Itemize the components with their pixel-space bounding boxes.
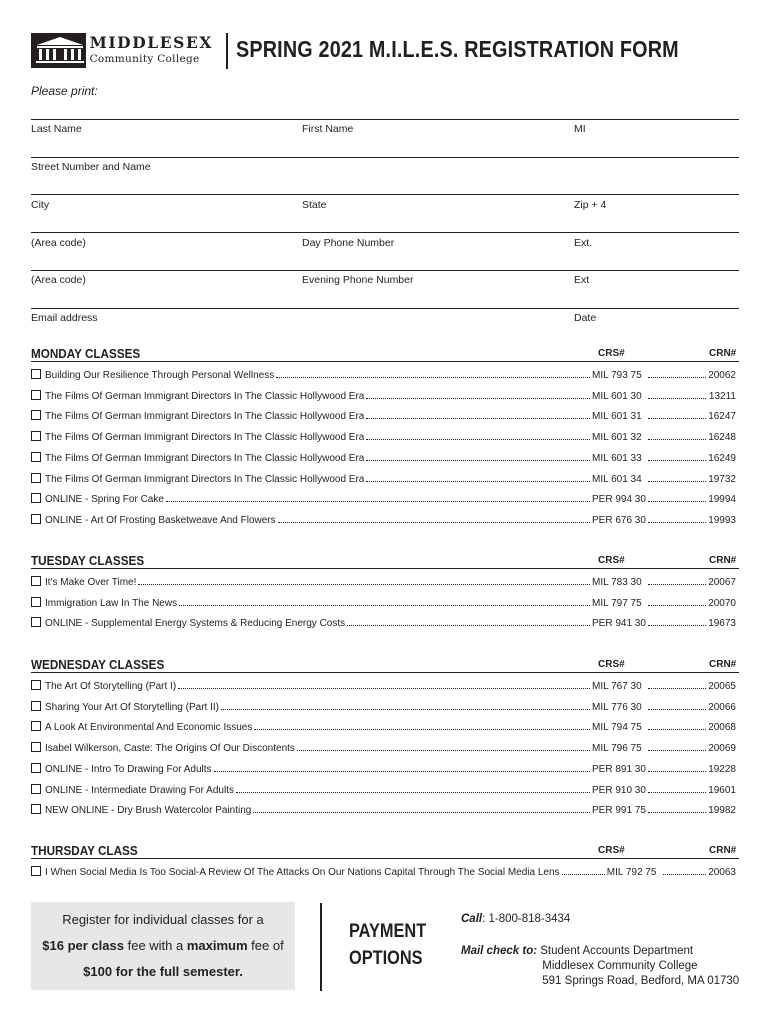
leader-dots (648, 784, 706, 793)
leader-dots (138, 576, 590, 585)
leader-dots (648, 680, 706, 689)
first-name-field[interactable]: First Name (302, 123, 354, 135)
crs-number: MIL 792 75 (606, 867, 657, 878)
crs-number: MIL 783 30 (592, 577, 642, 588)
leader-dots (648, 701, 706, 710)
leader-dots (366, 452, 590, 461)
class-title: Sharing Your Art Of Storytelling (Part II) (45, 701, 219, 713)
section-title: WEDNESDAY CLASSES (31, 657, 165, 672)
crs-number: PER 910 30 (592, 784, 646, 796)
crn-number: 20068 (708, 722, 736, 734)
class-title: The Art Of Storytelling (Part I) (45, 681, 177, 692)
class-row[interactable] (31, 575, 736, 589)
field-divider (31, 232, 739, 233)
crs-number: PER 994 30 (592, 494, 646, 506)
crn-number: 20067 (708, 577, 736, 588)
leader-dots (366, 410, 590, 419)
class-row[interactable] (31, 783, 736, 797)
crn-number: 19732 (708, 473, 736, 485)
leader-dots (648, 473, 706, 482)
crn-column-header: CRN# (709, 659, 737, 670)
crs-number: MIL 796 75 (592, 743, 642, 755)
crn-number: 20062 (708, 370, 736, 381)
per-class-fee: $16 per class (42, 938, 124, 953)
class-row[interactable] (31, 472, 736, 486)
leader-dots (648, 597, 706, 606)
class-title: ONLINE - Spring For Cake (45, 494, 164, 506)
leader-dots (648, 390, 706, 399)
middle-initial-field[interactable]: MI (574, 123, 586, 135)
college-logo (31, 33, 213, 68)
class-row[interactable] (31, 451, 736, 465)
crs-number: MIL 601 34 (592, 473, 642, 485)
class-row[interactable] (31, 803, 736, 817)
crs-number: MIL 601 33 (592, 452, 642, 464)
section-rule (31, 361, 739, 362)
leader-dots (253, 804, 590, 813)
class-row[interactable] (31, 720, 736, 734)
checkbox[interactable] (31, 369, 41, 379)
section-title: THURSDAY CLASS (31, 843, 138, 858)
fee-line-1: Register for individual classes for a (62, 912, 264, 927)
checkbox[interactable] (31, 804, 41, 814)
checkbox[interactable] (31, 784, 41, 794)
checkbox[interactable] (31, 617, 41, 627)
checkbox[interactable] (31, 597, 41, 607)
semester-maximum: $100 for the full semester. (83, 964, 243, 979)
crn-number: 16249 (708, 452, 736, 464)
evening-ext-field[interactable]: Ext (574, 274, 590, 286)
class-row[interactable] (31, 865, 736, 879)
payment-title-line-2: OPTIONS (349, 948, 423, 969)
crn-column-header: CRN# (709, 555, 737, 566)
checkbox[interactable] (31, 493, 41, 503)
class-row[interactable] (31, 368, 736, 382)
class-title: The Films Of German Immigrant Directors In The Classic Hollywood Era (45, 473, 365, 485)
class-title: It's Make Over Time! (45, 577, 137, 588)
leader-dots (648, 763, 706, 772)
crs-number: MIL 601 32 (592, 432, 642, 444)
crn-number: 20063 (708, 867, 736, 878)
state-field[interactable]: State (302, 199, 327, 211)
class-row[interactable] (31, 492, 736, 506)
field-divider (31, 308, 739, 309)
day-area-code-field[interactable]: (Area code) (31, 237, 86, 249)
mail-address-line-2: Middlesex Community College (542, 960, 698, 972)
field-divider (31, 157, 739, 158)
leader-dots (648, 431, 706, 440)
street-field[interactable]: Street Number and Name (31, 161, 151, 173)
city-field[interactable]: City (31, 199, 50, 211)
leader-dots (648, 617, 706, 626)
section-rule (31, 858, 739, 859)
leader-dots (179, 597, 590, 606)
crn-number: 19228 (708, 763, 736, 775)
fee-info-box (31, 902, 295, 990)
leader-dots (166, 493, 590, 502)
section-title: MONDAY CLASSES (31, 346, 141, 361)
leader-dots (648, 721, 706, 730)
email-field[interactable]: Email address (31, 312, 98, 324)
crs-number: MIL 793 75 (592, 370, 642, 381)
class-title: The Films Of German Immigrant Directors In The Classic Hollywood Era (45, 390, 365, 402)
leader-dots (648, 452, 706, 461)
class-title: A Look At Environmental And Economic Issues (45, 722, 253, 734)
leader-dots (276, 369, 590, 378)
fee-line-2 (31, 933, 295, 959)
checkbox[interactable] (31, 742, 41, 752)
call-number[interactable]: : 1-800-818-3434 (482, 913, 571, 925)
leader-dots (278, 514, 590, 523)
crn-number: 19994 (708, 494, 736, 506)
crs-number: MIL 797 75 (592, 597, 642, 609)
crn-number: 16248 (708, 432, 736, 444)
crs-column-header: CRS# (598, 348, 625, 359)
field-divider (31, 119, 739, 120)
logo-name: MIDDLESEX (89, 33, 213, 52)
checkbox[interactable] (31, 701, 41, 711)
crn-column-header: CRN# (709, 845, 737, 856)
class-title: ONLINE - Intermediate Drawing For Adults (45, 784, 234, 796)
class-row[interactable] (31, 513, 736, 527)
form-title: SPRING 2021 M.I.L.E.S. REGISTRATION FORM (236, 36, 679, 62)
leader-dots (214, 763, 590, 772)
leader-dots (347, 617, 590, 626)
mail-label: Mail check to: (461, 945, 538, 957)
class-row[interactable] (31, 596, 736, 610)
leader-dots (648, 369, 706, 378)
payment-title-line-1: PAYMENT (349, 921, 427, 942)
section-title: TUESDAY CLASSES (31, 553, 145, 568)
section-rule (31, 672, 739, 673)
mail-address-line-1: Student Accounts Department (540, 945, 694, 957)
leader-dots (254, 721, 590, 730)
crs-number: MIL 601 30 (592, 390, 642, 402)
checkbox[interactable] (31, 866, 41, 876)
last-name-field[interactable]: Last Name (31, 123, 82, 135)
crn-number: 20069 (708, 743, 736, 755)
leader-dots (648, 576, 706, 585)
class-title: Isabel Wilkerson, Caste: The Origins Of Our Discontents (45, 743, 295, 755)
crn-column-header: CRN# (709, 348, 737, 359)
leader-dots (648, 410, 706, 419)
fee-line-3 (31, 959, 295, 985)
leader-dots (221, 701, 590, 710)
class-row[interactable] (31, 741, 736, 755)
field-divider (31, 270, 739, 271)
checkbox[interactable] (31, 721, 41, 731)
evening-area-code-field[interactable]: (Area code) (31, 274, 86, 286)
class-row[interactable] (31, 679, 736, 693)
checkbox[interactable] (31, 390, 41, 400)
class-title: ONLINE - Supplemental Energy Systems & Reducing Energy Costs (45, 618, 346, 630)
crn-number: 20065 (708, 681, 736, 692)
crs-number: MIL 776 30 (592, 701, 642, 713)
class-title: Immigration Law In The News (45, 597, 178, 609)
class-title: The Films Of German Immigrant Directors In The Classic Hollywood Era (45, 411, 365, 423)
crn-number: 19993 (708, 514, 736, 526)
checkbox[interactable] (31, 763, 41, 773)
leader-dots (648, 742, 706, 751)
leader-dots (366, 473, 590, 482)
building-columns-icon (31, 33, 86, 68)
checkbox[interactable] (31, 431, 41, 441)
class-title: The Films Of German Immigrant Directors In The Classic Hollywood Era (45, 432, 365, 444)
class-title: The Films Of German Immigrant Directors In The Classic Hollywood Era (45, 452, 365, 464)
maximum-word: maximum (186, 938, 248, 953)
leader-dots (366, 390, 590, 399)
class-title: ONLINE - Intro To Drawing For Adults (45, 763, 212, 775)
crs-number: MIL 794 75 (592, 722, 642, 734)
crs-number: PER 941 30 (592, 618, 646, 630)
crs-column-header: CRS# (598, 659, 625, 670)
class-row[interactable] (31, 430, 736, 444)
field-divider (31, 194, 739, 195)
day-phone-field[interactable]: Day Phone Number (302, 237, 395, 249)
checkbox[interactable] (31, 452, 41, 462)
mail-info (461, 944, 739, 989)
leader-dots (648, 493, 706, 502)
call-label: Call (461, 913, 483, 925)
class-row[interactable] (31, 389, 736, 403)
crs-column-header: CRS# (598, 555, 625, 566)
crs-number: PER 891 30 (592, 763, 646, 775)
leader-dots (663, 866, 706, 875)
checkbox[interactable] (31, 576, 41, 586)
date-field[interactable]: Date (574, 312, 597, 324)
payment-options-title (349, 918, 426, 972)
crn-number: 19673 (708, 618, 736, 630)
leader-dots (562, 866, 605, 875)
class-title: Building Our Resilience Through Personal Wellness (45, 370, 275, 381)
call-info (461, 913, 570, 925)
crs-number: PER 991 75 (592, 805, 646, 817)
crs-number: MIL 601 31 (592, 411, 642, 423)
class-row[interactable] (31, 762, 736, 776)
crs-number: MIL 767 30 (592, 681, 642, 692)
leader-dots (648, 514, 706, 523)
mail-address-line-3: 591 Springs Road, Bedford, MA 01730 (542, 975, 740, 987)
class-row[interactable] (31, 616, 736, 630)
crn-number: 19982 (708, 805, 736, 817)
mail-address (540, 944, 739, 989)
leader-dots (366, 431, 590, 440)
fee-of: fee of (247, 938, 284, 953)
leader-dots (297, 742, 590, 751)
class-title: NEW ONLINE - Dry Brush Watercolor Painting (45, 805, 252, 817)
header-divider (226, 33, 228, 69)
crn-number: 20066 (708, 701, 736, 713)
checkbox[interactable] (31, 410, 41, 420)
leader-dots (236, 784, 590, 793)
leader-dots (648, 804, 706, 813)
checkbox[interactable] (31, 514, 41, 524)
section-rule (31, 568, 739, 569)
fee-with-a: fee with a (123, 938, 187, 953)
crs-number: PER 676 30 (592, 514, 646, 526)
footer-divider (320, 903, 322, 991)
checkbox[interactable] (31, 473, 41, 483)
checkbox[interactable] (31, 680, 41, 690)
class-row[interactable] (31, 409, 736, 423)
class-title: I When Social Media Is Too Social-A Review Of The Attacks On Our Nations Capital Through The Social Media Lens (45, 867, 560, 878)
evening-phone-field[interactable]: Evening Phone Number (302, 274, 414, 286)
leader-dots (178, 680, 590, 689)
zip-field[interactable]: Zip + 4 (574, 199, 607, 211)
crn-number: 20070 (708, 597, 736, 609)
logo-subtitle: Community College (89, 53, 200, 65)
class-row[interactable] (31, 700, 736, 714)
crs-column-header: CRS# (598, 845, 625, 856)
crn-number: 19601 (708, 784, 736, 796)
class-title: ONLINE - Art Of Frosting Basketweave And Flowers (45, 514, 276, 526)
crn-number: 16247 (708, 411, 736, 423)
crn-number: 13211 (708, 390, 736, 402)
day-ext-field[interactable]: Ext. (574, 237, 593, 249)
please-print-note: Please print: (31, 84, 98, 98)
